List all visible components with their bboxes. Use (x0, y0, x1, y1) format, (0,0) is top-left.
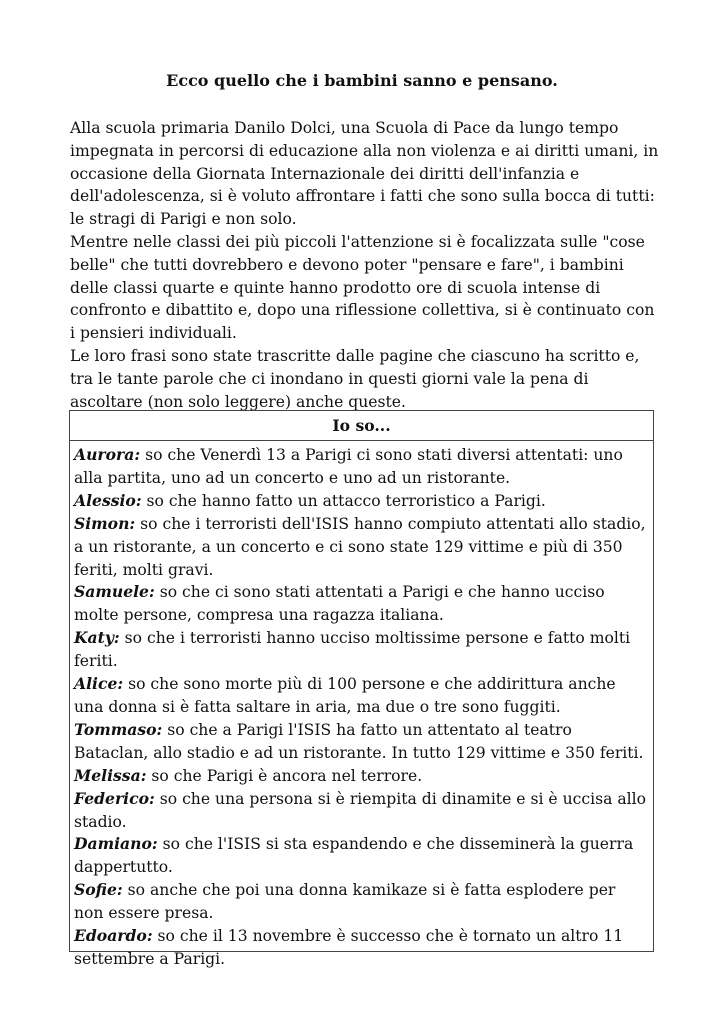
entry (74, 444, 647, 490)
entry-name: Tommaso: (74, 719, 163, 739)
box-header: Io so... (70, 411, 653, 441)
entry-name: Damiano: (74, 834, 158, 854)
entry-name: Alessio: (74, 490, 142, 510)
entry (74, 581, 647, 627)
intro-text (70, 117, 662, 413)
entry-text: so che hanno fatto un attacco terroristico a Parigi. (141, 491, 546, 510)
entry-text: so che a Parigi l'ISIS ha fatto un attentato al teatro Bataclan, allo stadio e ad un ristorante. In tutto 129 vittime e 350 feriti. (74, 720, 644, 762)
entry (74, 627, 647, 673)
entry-text: so che i terroristi dell'ISIS hanno compiuto attentati allo stadio, a un ristorante, a un concerto e ci sono state 129 vittime e più di 350 feriti, molti gravi. (74, 514, 646, 579)
entry (74, 925, 647, 971)
entry-text: so che sono morte più di 100 persone e che addirittura anche una donna si è fatta saltare in aria, ma due o tre sono fuggiti. (74, 675, 616, 716)
entry (74, 833, 647, 879)
entry-name: Edoardo: (74, 926, 153, 946)
entry (74, 490, 647, 513)
entry (74, 788, 647, 834)
entry-name: Alice: (74, 674, 124, 694)
entry-name: Katy: (74, 628, 120, 648)
entry-text: so che Venerdì 13 a Parigi ci sono stati diversi attentati: uno alla partita, uno ad un concerto e uno ad un ristorante. (74, 446, 623, 487)
document-title: Ecco quello che i bambini sanno e pensano. (166, 71, 558, 90)
entry (74, 765, 647, 788)
entry-name: Federico: (74, 788, 155, 808)
entry (74, 719, 647, 765)
entry-name: Aurora: (74, 445, 141, 464)
entry-name: Melissa: (74, 765, 147, 785)
entry-name: Sofie: (74, 880, 123, 900)
io-so-box (69, 410, 654, 968)
entry-name: Samuele: (74, 582, 155, 602)
entry-text: so che Parigi è ancora nel terrore. (146, 766, 423, 785)
entry (74, 673, 647, 719)
intro-paragraph: Mentre nelle classi dei più piccoli l'attenzione si è focalizzata sulle "cose belle" che tutti dovrebbero e devono poter "pensare e fare", i bambini delle classi quarte e quinte hanno prodotto ore di scuola intense di confronto e dibattito e, dopo una riflessione collettiva, si è continuato con i pensieri individuali. (70, 232, 655, 343)
box-body (70, 441, 653, 971)
entry (74, 879, 647, 925)
entry-text: so anche che poi una donna kamikaze si è fatta esplodere per non essere presa. (74, 881, 616, 923)
entry-name: Simon: (74, 513, 136, 533)
entry-text: so che una persona si è riempita di dinamite e si è uccisa allo stadio. (74, 789, 646, 831)
entry-text: so che l'ISIS si sta espandendo e che disseminerà la guerra dappertutto. (74, 835, 634, 877)
entry-text: so che ci sono stati attentati a Parigi e che hanno ucciso molte persone, compresa una ragazza italiana. (74, 583, 605, 625)
entry (74, 513, 647, 582)
entry-text: so che il 13 novembre è successo che è tornato un altro 11 settembre a Parigi. (74, 927, 624, 968)
intro-paragraph: Alla scuola primaria Danilo Dolci, una Scuola di Pace da lungo tempo impegnata in percorsi di educazione alla non violenza e ai diritti umani, in occasione della Giornata Internazionale dei diritti dell'infanzia e dell'adolescenza, si è voluto affrontare i fatti che sono sulla bocca di tutti: le stragi di Parigi e non solo. (70, 119, 659, 229)
intro-paragraph: Le loro frasi sono state trascritte dalle pagine che ciascuno ha scritto e, tra le tante parole che ci inondano in questi giorni vale la pena di ascoltare (non solo leggere) anche queste. (70, 346, 640, 411)
entry-text: so che i terroristi hanno ucciso moltissime persone e fatto molti feriti. (74, 629, 631, 671)
